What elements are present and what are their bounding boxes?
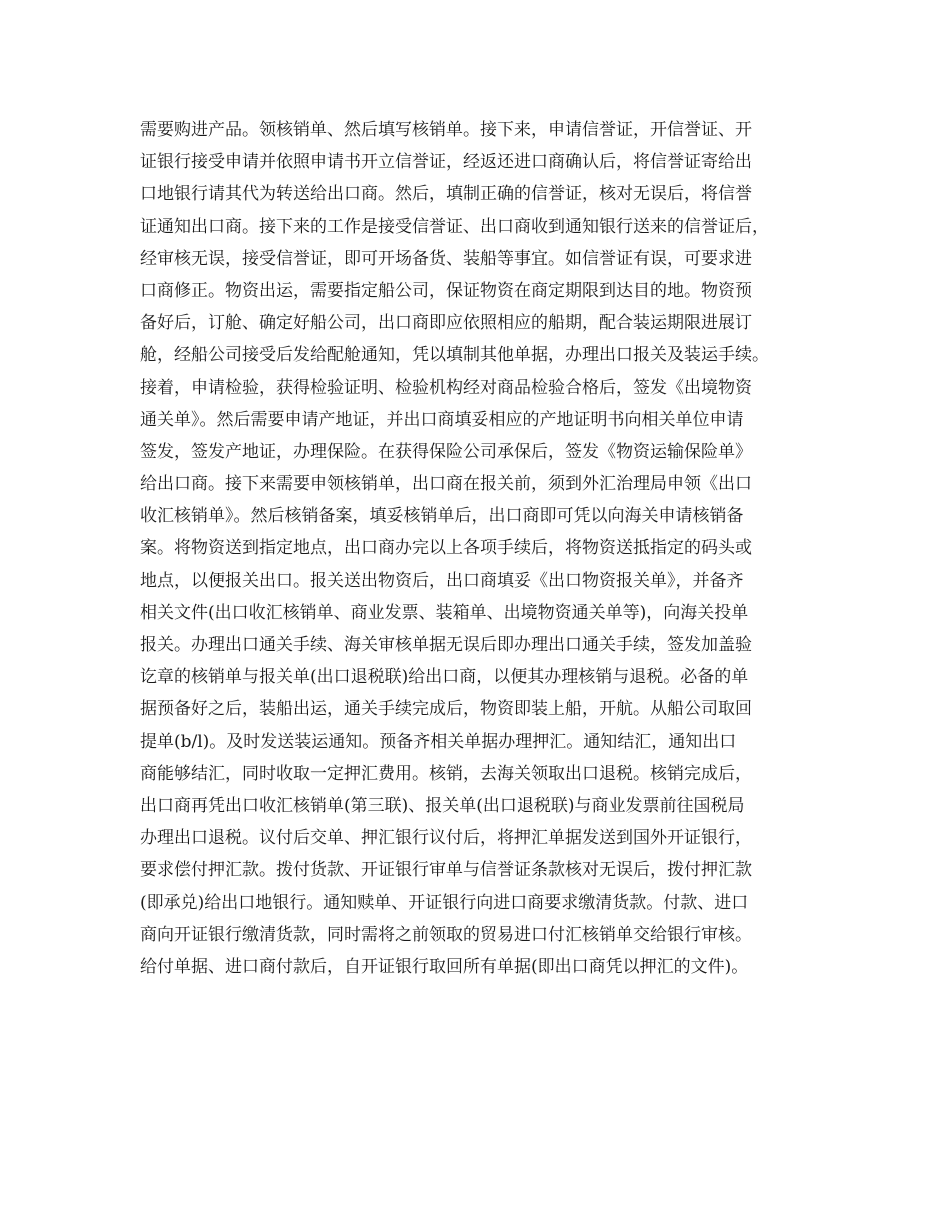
text-line: 接着，申请检验，获得检验证明、检验机构经对商品检验合格后，签发《出境物资 xyxy=(140,377,752,398)
text-line: 案。将物资送到指定地点，出口商办完以上各项手续后，将物资送抵指定的码头或 xyxy=(140,538,752,559)
text-line: 收汇核销单》。然后核销备案，填妥核销单后，出口商即可凭以向海关申请核销备 xyxy=(140,506,744,527)
text-line: 讫章的核销单与报关单(出口退税联)给出口商，以便其办理核销与退税。必备的单 xyxy=(140,667,749,688)
text-line: 商向开证银行缴清货款，同时需将之前领取的贸易进口付汇核销单交给银行审核。 xyxy=(140,924,752,945)
text-line: 口地银行请其代为转送给出口商。然后，填制正确的信誉证，核对无误后，将信誉 xyxy=(140,184,752,205)
text-line: 提单(b/l)。及时发送装运通知。预备齐相关单据办理押汇。通知结汇，通知出口 xyxy=(140,731,737,752)
text-line: 相关文件(出口收汇核销单、商业发票、装箱单、出境物资通关单等)，向海关投单 xyxy=(140,602,749,623)
text-line: 备好后，订舱、确定好船公司，出口商即应依照相应的船期，配合装运期限进展订 xyxy=(140,313,752,334)
text-line: 地点，以便报关出口。报关送出物资后，出口商填妥《出口物资报关单》，并备齐 xyxy=(140,570,744,591)
body-paragraph xyxy=(140,114,820,983)
text-line: 办理出口退税。议付后交单、押汇银行议付后，将押汇单据发送到国外开证银行， xyxy=(140,828,752,849)
text-line: 给付单据、进口商付款后，自开证银行取回所有单据(即出口商凭以押汇的文件)。 xyxy=(140,956,749,977)
text-line: 需要购进产品。领核销单、然后填写核销单。接下来，申请信誉证，开信誉证、开 xyxy=(140,120,752,140)
text-line: 通关单》。然后需要申请产地证，并出口商填妥相应的产地证明书向相关单位申请 xyxy=(140,409,744,430)
text-line: 签发，签发产地证，办理保险。在获得保险公司承保后，签发《物资运输保险单》 xyxy=(140,441,752,462)
text-line: 商能够结汇，同时收取一定押汇费用。核销，去海关领取出口退税。核销完成后， xyxy=(140,763,752,784)
text-line: 给出口商。接下来需要申领核销单，出口商在报关前，须到外汇治理局申领《出口 xyxy=(140,474,752,495)
text-line: 证银行接受申请并依照申请书开立信誉证，经返还进口商确认后，将信誉证寄给出 xyxy=(140,152,752,173)
text-line: 报关。办理出口通关手续、海关审核单据无误后即办理出口通关手续，签发加盖验 xyxy=(140,635,752,655)
text-line: 口商修正。物资出运，需要指定船公司，保证物资在商定期限到达目的地。物资预 xyxy=(140,280,752,301)
text-line: 据预备好之后，装船出运，通关手续完成后，物资即装上船，开航。从船公司取回 xyxy=(140,699,752,720)
text-line: (即承兑)给出口地银行。通知赎单、开证银行向进口商要求缴清货款。付款、进口 xyxy=(140,892,749,913)
text-line: 经审核无误，接受信誉证，即可开场备货、装船等事宜。如信誉证有误，可要求进 xyxy=(140,248,752,269)
text-line: 要求偿付押汇款。拨付货款、开证银行审单与信誉证条款核对无误后，拨付押汇款 xyxy=(140,860,752,881)
text-line: 证通知出口商。接下来的工作是接受信誉证、出口商收到通知银行送来的信誉证后， xyxy=(140,216,769,237)
text-line: 出口商再凭出口收汇核销单(第三联)、报关单(出口退税联)与商业发票前往国税局 xyxy=(140,795,745,816)
text-line: 舱，经船公司接受后发给配舱通知，凭以填制其他单据，办理出口报关及装运手续。 xyxy=(140,345,769,366)
